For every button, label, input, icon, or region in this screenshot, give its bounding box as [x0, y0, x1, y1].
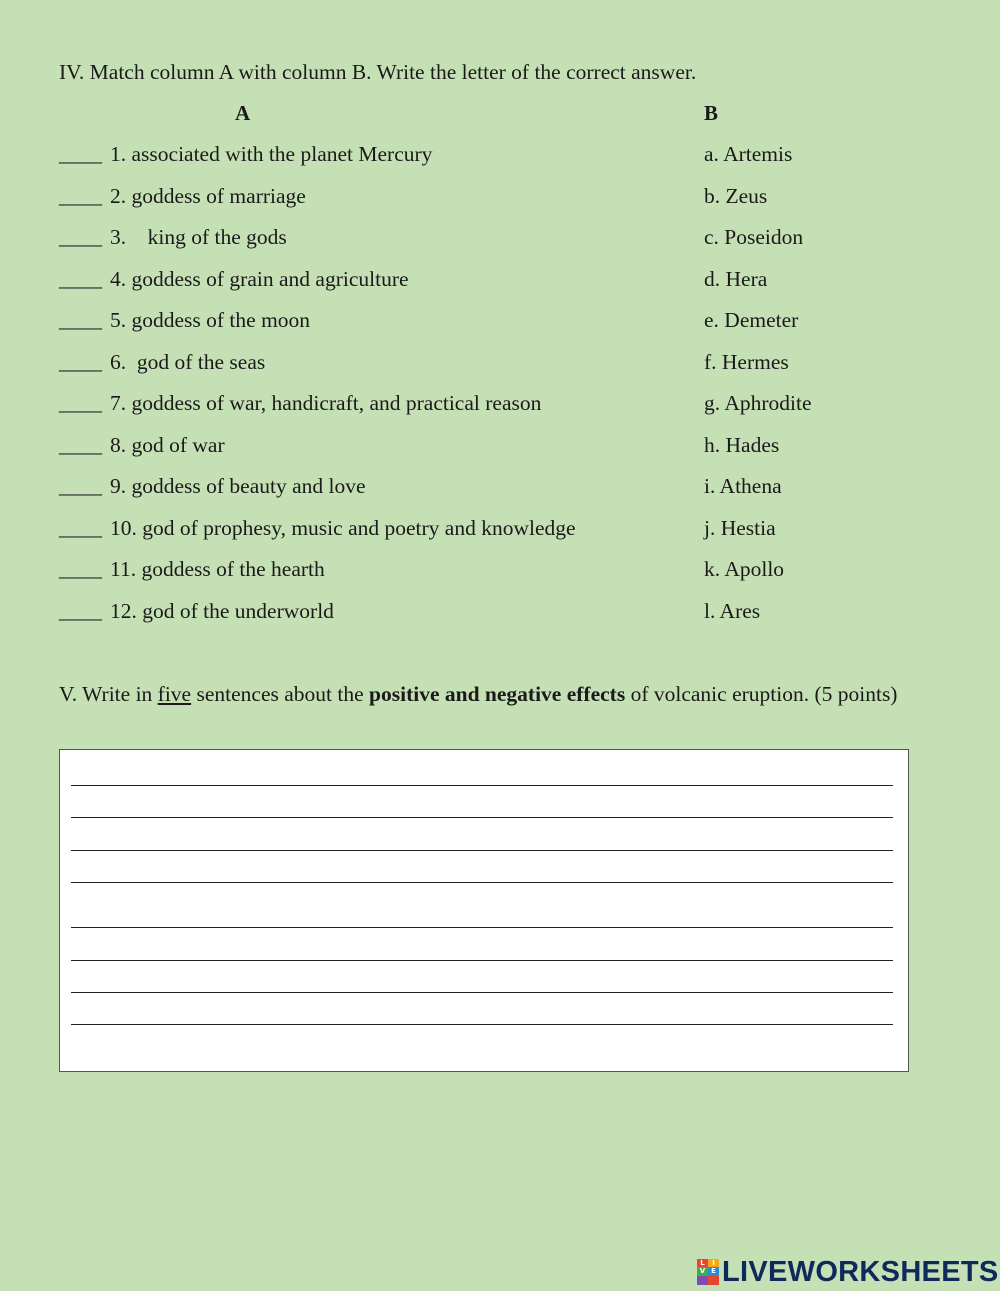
match-row: [0, 391, 1000, 421]
match-row: [0, 433, 1000, 463]
logo-mark-block: [708, 1276, 719, 1285]
column-b-choice: b. Zeus: [704, 183, 768, 208]
column-a-item: 2. goddess of marriage: [110, 183, 306, 208]
answer-blank[interactable]: ____: [59, 598, 102, 623]
match-row: [0, 184, 1000, 214]
answer-line: [71, 850, 893, 851]
logo-mark-icon: [697, 1259, 719, 1285]
instruction-underlined: five: [157, 682, 192, 706]
column-a-item: 11. goddess of the hearth: [110, 557, 325, 581]
instruction-prefix: V. Write in: [59, 682, 158, 706]
column-b-choice: f. Hermes: [704, 349, 789, 374]
section-v-instruction: [59, 680, 909, 708]
answer-blank[interactable]: ____: [59, 391, 102, 415]
section-iv-instruction: IV. Match column A with column B. Write the letter of the correct answer.: [59, 60, 697, 84]
column-b-choice: g. Aphrodite: [704, 391, 812, 415]
match-row: [0, 350, 1000, 380]
answer-line: [71, 992, 893, 993]
column-a-item: 5. goddess of the moon: [110, 308, 311, 332]
answer-blank[interactable]: ____: [59, 142, 102, 166]
column-b-choice: c. Poseidon: [704, 225, 804, 249]
column-b-choice: e. Demeter: [704, 308, 799, 332]
column-a-item: 7. goddess of war, handicraft, and practical reason: [110, 391, 542, 415]
column-b-choice: a. Artemis: [704, 142, 793, 166]
instruction-suffix: of volcanic eruption. (5 points): [625, 682, 898, 706]
column-a-item: 9. goddess of beauty and love: [110, 474, 366, 498]
logo-mark-letter: L: [697, 1259, 708, 1267]
match-row: [0, 225, 1000, 255]
answer-line: [71, 927, 893, 928]
answer-blank[interactable]: ____: [59, 515, 102, 540]
match-row: [0, 516, 1000, 546]
column-b-header: B: [704, 101, 719, 125]
match-row: [0, 557, 1000, 587]
column-b-choice: l. Ares: [704, 598, 761, 623]
answer-blank[interactable]: ____: [59, 474, 102, 498]
column-a-item: 8. god of war: [110, 432, 225, 457]
logo-mark-block: [697, 1276, 708, 1285]
column-b-choice: j. Hestia: [704, 515, 776, 540]
essay-answer-box[interactable]: [59, 749, 909, 1072]
match-row: [0, 267, 1000, 297]
column-a-item: 12. god of the underworld: [110, 598, 334, 623]
answer-blank[interactable]: ____: [59, 225, 102, 249]
answer-line: [71, 882, 893, 883]
column-a-header: A: [235, 101, 251, 125]
answer-blank[interactable]: ____: [59, 557, 102, 581]
column-a-item: 3. king of the gods: [110, 225, 287, 249]
logo-mark-letter: I: [708, 1259, 719, 1267]
instruction-bold: positive and negative effects: [369, 682, 626, 706]
liveworksheets-logo: [697, 1255, 999, 1289]
column-a-item: 1. associated with the planet Mercury: [110, 142, 433, 166]
column-b-choice: i. Athena: [704, 474, 782, 498]
column-a-item: 10. god of prophesy, music and poetry and knowledge: [110, 515, 576, 540]
column-a-item: 6. god of the seas: [110, 349, 266, 374]
column-b-choice: k. Apollo: [704, 557, 785, 581]
answer-blank[interactable]: ____: [59, 432, 102, 457]
answer-line: [71, 960, 893, 961]
answer-blank[interactable]: ____: [59, 183, 102, 208]
match-row: [0, 599, 1000, 629]
match-row: [0, 142, 1000, 172]
column-b-choice: h. Hades: [704, 432, 780, 457]
column-b-choice: d. Hera: [704, 266, 768, 291]
answer-blank[interactable]: ____: [59, 308, 102, 332]
answer-blank[interactable]: ____: [59, 266, 102, 291]
instruction-middle: sentences about the: [191, 682, 370, 706]
match-row: [0, 474, 1000, 504]
answer-line: [71, 1024, 893, 1025]
answer-line: [71, 817, 893, 818]
match-row: [0, 308, 1000, 338]
logo-mark-letter: E: [708, 1267, 719, 1276]
logo-mark-letter: V: [697, 1267, 708, 1276]
logo-text: LIVEWORKSHEETS: [722, 1255, 999, 1288]
column-a-item: 4. goddess of grain and agriculture: [110, 266, 409, 291]
answer-blank[interactable]: ____: [59, 349, 102, 374]
answer-line: [71, 785, 893, 786]
